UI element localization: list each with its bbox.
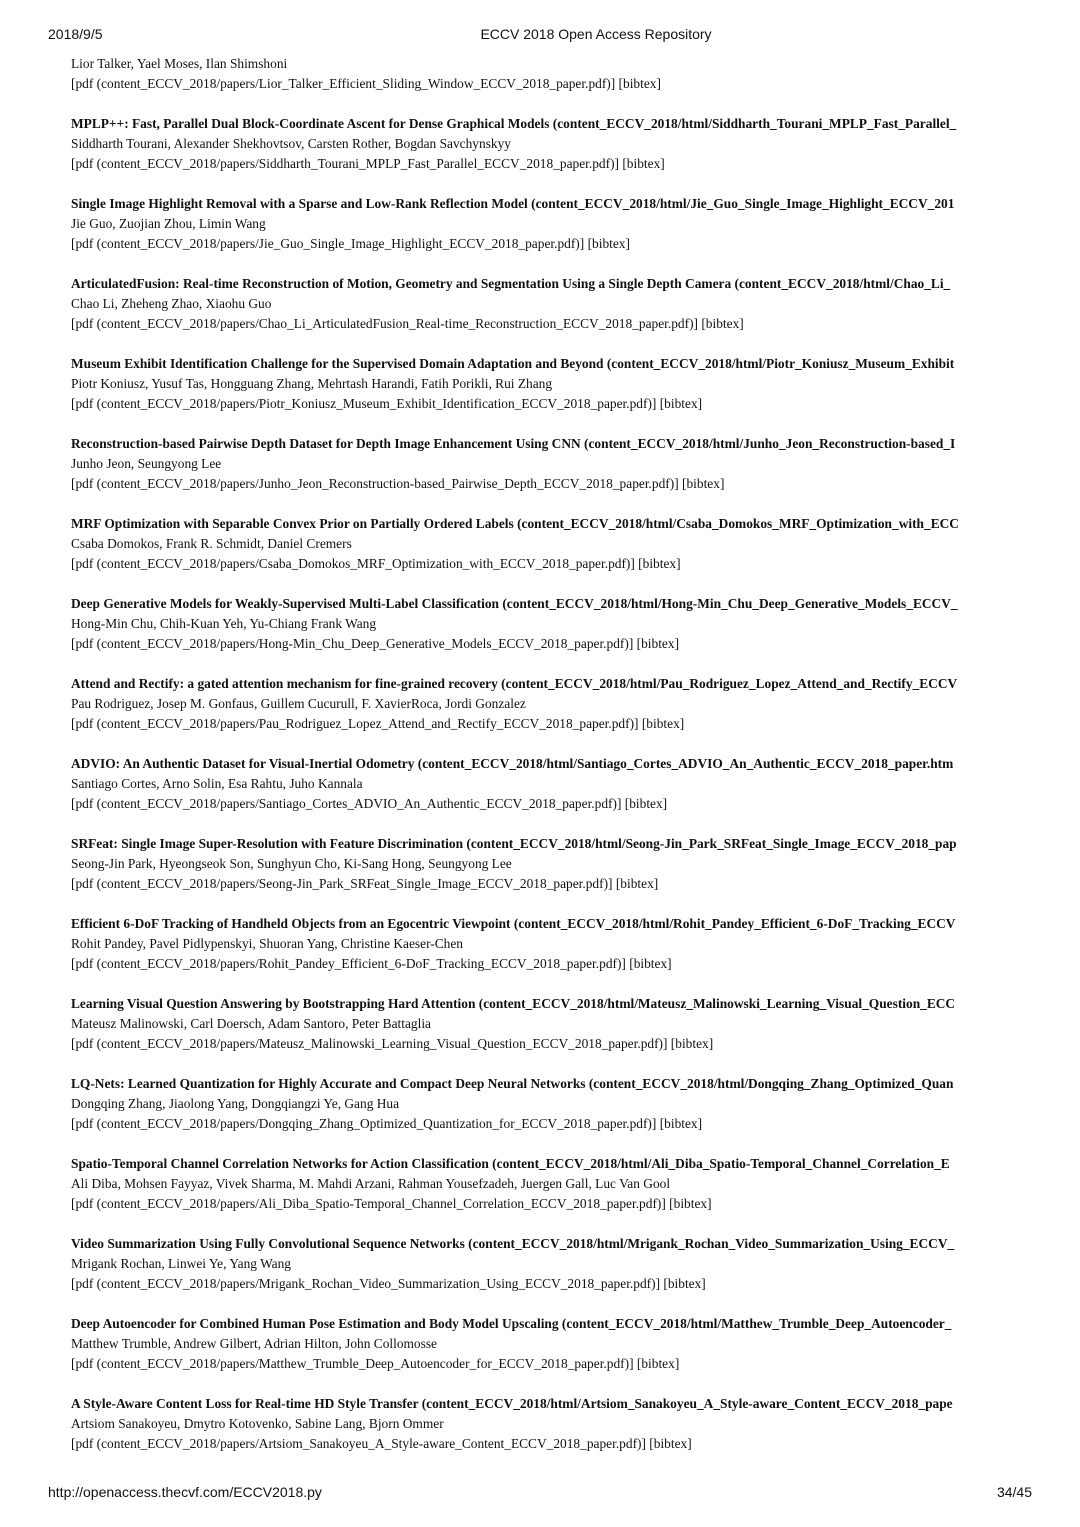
pdf-bibtex-links[interactable]: [pdf (content_ECCV_2018/papers/Siddharth_Tourani_MPLP_Fast_Parallel_ECCV_2018_paper.pdf)] [bibtex] xyxy=(71,156,665,171)
paper-entry xyxy=(71,434,1032,514)
paper-authors: Junho Jeon, Seungyong Lee xyxy=(71,456,222,471)
paper-title-link[interactable]: Spatio-Temporal Channel Correlation Networks for Action Classification (content_ECCV_2018/html/Ali_Diba_Spatio-Temporal_Channel_Correlation_E xyxy=(71,1156,950,1171)
pdf-bibtex-links[interactable]: [pdf (content_ECCV_2018/papers/Matthew_Trumble_Deep_Autoencoder_for_ECCV_2018_paper.pdf)] [bibtex] xyxy=(71,1356,680,1371)
paper-title-link[interactable]: ArticulatedFusion: Real-time Reconstruction of Motion, Geometry and Segmentation Using a Single Depth Camera (content_ECCV_2018/html/Chao_Li_ xyxy=(71,276,951,291)
paper-authors: Seong-Jin Park, Hyeongseok Son, Sunghyun Cho, Ki-Sang Hong, Seungyong Lee xyxy=(71,856,512,871)
paper-authors: Mrigank Rochan, Linwei Ye, Yang Wang xyxy=(71,1256,291,1271)
paper-title-link[interactable]: SRFeat: Single Image Super-Resolution with Feature Discrimination (content_ECCV_2018/html/Seong-Jin_Park_SRFeat_Single_Image_ECCV_2018_pap xyxy=(71,836,957,851)
print-footer xyxy=(0,1484,1080,1504)
pdf-bibtex-links[interactable]: [pdf (content_ECCV_2018/papers/Chao_Li_ArticulatedFusion_Real-time_Reconstruction_ECCV_2018_paper.pdf)] [bibtex] xyxy=(71,316,744,331)
paper-authors: Dongqing Zhang, Jiaolong Yang, Dongqiangzi Ye, Gang Hua xyxy=(71,1096,400,1111)
pdf-bibtex-links[interactable]: [pdf (content_ECCV_2018/papers/Dongqing_Zhang_Optimized_Quantization_for_ECCV_2018_paper.pdf)] [bibtex] xyxy=(71,1116,703,1131)
pdf-bibtex-links[interactable]: [pdf (content_ECCV_2018/papers/Hong-Min_Chu_Deep_Generative_Models_ECCV_2018_paper.pdf)] [bibtex] xyxy=(71,636,680,651)
paper-entry xyxy=(71,994,1032,1074)
paper-authors: Artsiom Sanakoyeu, Dmytro Kotovenko, Sabine Lang, Bjorn Ommer xyxy=(71,1416,444,1431)
paper-title-link[interactable]: Efficient 6-DoF Tracking of Handheld Objects from an Egocentric Viewpoint (content_ECCV_2018/html/Rohit_Pandey_Efficient_6-DoF_Tracking_ECCV xyxy=(71,916,956,931)
paper-entry xyxy=(71,674,1032,754)
paper-title-link[interactable]: Single Image Highlight Removal with a Sparse and Low-Rank Reflection Model (content_ECCV_2018/html/Jie_Guo_Single_Image_Highlight_ECCV_201 xyxy=(71,196,955,211)
paper-authors: Siddharth Tourani, Alexander Shekhovtsov, Carsten Rother, Bogdan Savchynskyy xyxy=(71,136,511,151)
paper-title-link[interactable]: MRF Optimization with Separable Convex Prior on Partially Ordered Labels (content_ECCV_2018/html/Csaba_Domokos_MRF_Optimization_with_ECC xyxy=(71,516,959,531)
paper-authors: Ali Diba, Mohsen Fayyaz, Vivek Sharma, M. Mahdi Arzani, Rahman Yousefzadeh, Juergen Gall, Luc Van Gool xyxy=(71,1176,671,1191)
pdf-bibtex-links[interactable]: [pdf (content_ECCV_2018/papers/Mrigank_Rochan_Video_Summarization_Using_ECCV_2018_paper.pdf)] [bibtex] xyxy=(71,1276,706,1291)
paper-title-link[interactable]: Deep Autoencoder for Combined Human Pose Estimation and Body Model Upscaling (content_ECCV_2018/html/Matthew_Trumble_Deep_Autoencoder_ xyxy=(71,1316,952,1331)
print-date: 2018/9/5 xyxy=(48,26,103,42)
pdf-bibtex-links[interactable]: [pdf (content_ECCV_2018/papers/Junho_Jeon_Reconstruction-based_Pairwise_Depth_ECCV_2018_paper.pdf)] [bibtex] xyxy=(71,476,725,491)
paper-entry xyxy=(71,1074,1032,1154)
paper-entry xyxy=(71,1234,1032,1314)
paper-title-link[interactable]: Deep Generative Models for Weakly-Supervised Multi-Label Classification (content_ECCV_2018/html/Hong-Min_Chu_Deep_Generative_Models_ECCV_ xyxy=(71,596,958,611)
paper-authors: Hong-Min Chu, Chih-Kuan Yeh, Yu-Chiang Frank Wang xyxy=(71,616,377,631)
paper-entry xyxy=(71,594,1032,674)
paper-entry xyxy=(71,1394,1032,1474)
paper-authors: Jie Guo, Zuojian Zhou, Limin Wang xyxy=(71,216,266,231)
paper-title-link[interactable]: Museum Exhibit Identification Challenge for the Supervised Domain Adaptation and Beyond (content_ECCV_2018/html/Piotr_Koniusz_Museum_Exhibit xyxy=(71,356,955,371)
paper-title-link[interactable]: Learning Visual Question Answering by Bootstrapping Hard Attention (content_ECCV_2018/html/Mateusz_Malinowski_Learning_Visual_Question_ECC xyxy=(71,996,956,1011)
page-title: ECCV 2018 Open Access Repository xyxy=(480,26,712,42)
pdf-bibtex-links[interactable]: [pdf (content_ECCV_2018/papers/Jie_Guo_Single_Image_Highlight_ECCV_2018_paper.pdf)] [bibtex] xyxy=(71,236,630,251)
paper-title-link[interactable]: Attend and Rectify: a gated attention mechanism for fine-grained recovery (content_ECCV_2018/html/Pau_Rodriguez_Lopez_Attend_and_Rectify_ECCV xyxy=(71,676,958,691)
paper-entry xyxy=(71,354,1032,434)
paper-title-link[interactable]: ADVIO: An Authentic Dataset for Visual-Inertial Odometry (content_ECCV_2018/html/Santiago_Cortes_ADVIO_An_Authentic_ECCV_2018_paper.htm xyxy=(71,756,954,771)
paper-authors: Mateusz Malinowski, Carl Doersch, Adam Santoro, Peter Battaglia xyxy=(71,1016,431,1031)
pdf-bibtex-links[interactable]: [pdf (content_ECCV_2018/papers/Ali_Diba_Spatio-Temporal_Channel_Correlation_ECCV_2018_paper.pdf)] [bibtex] xyxy=(71,1196,712,1211)
page-url: http://openaccess.thecvf.com/ECCV2018.py xyxy=(48,1484,322,1500)
pdf-bibtex-links[interactable]: [pdf (content_ECCV_2018/papers/Mateusz_Malinowski_Learning_Visual_Question_ECCV_2018_paper.pdf)] [bibtex] xyxy=(71,1036,714,1051)
paper-entry xyxy=(71,1154,1032,1234)
paper-entry xyxy=(71,834,1032,914)
paper-authors: Lior Talker, Yael Moses, Ilan Shimshoni xyxy=(71,56,288,71)
pdf-bibtex-links[interactable]: [pdf (content_ECCV_2018/papers/Lior_Talker_Efficient_Sliding_Window_ECCV_2018_paper.pdf)] [bibtex] xyxy=(71,76,661,91)
pdf-bibtex-links[interactable]: [pdf (content_ECCV_2018/papers/Rohit_Pandey_Efficient_6-DoF_Tracking_ECCV_2018_paper.pdf)] [bibtex] xyxy=(71,956,672,971)
paper-list xyxy=(71,54,1032,1474)
paper-title-link[interactable]: Video Summarization Using Fully Convolutional Sequence Networks (content_ECCV_2018/html/Mrigank_Rochan_Video_Summarization_Using_ECCV_ xyxy=(71,1236,955,1251)
paper-entry xyxy=(71,194,1032,274)
pdf-bibtex-links[interactable]: [pdf (content_ECCV_2018/papers/Pau_Rodriguez_Lopez_Attend_and_Rectify_ECCV_2018_paper.pdf)] [bibtex] xyxy=(71,716,685,731)
print-header xyxy=(0,26,1080,46)
paper-authors: Pau Rodriguez, Josep M. Gonfaus, Guillem Cucurull, F. XavierRoca, Jordi Gonzalez xyxy=(71,696,526,711)
paper-title-link[interactable]: LQ-Nets: Learned Quantization for Highly Accurate and Compact Deep Neural Networks (content_ECCV_2018/html/Dongqing_Zhang_Optimized_Quan xyxy=(71,1076,954,1091)
paper-entry xyxy=(71,914,1032,994)
paper-authors: Chao Li, Zheheng Zhao, Xiaohu Guo xyxy=(71,296,272,311)
paper-title-link[interactable]: MPLP++: Fast, Parallel Dual Block-Coordinate Ascent for Dense Graphical Models (content_ECCV_2018/html/Siddharth_Tourani_MPLP_Fast_Parallel_ xyxy=(71,116,957,131)
paper-entry xyxy=(71,114,1032,194)
paper-authors: Csaba Domokos, Frank R. Schmidt, Daniel Cremers xyxy=(71,536,352,551)
paper-entry xyxy=(71,1314,1032,1394)
paper-entry xyxy=(71,514,1032,594)
paper-entry xyxy=(71,54,1032,114)
paper-title-link[interactable]: A Style-Aware Content Loss for Real-time HD Style Transfer (content_ECCV_2018/html/Artsiom_Sanakoyeu_A_Style-aware_Content_ECCV_2018_pape xyxy=(71,1396,953,1411)
paper-entry xyxy=(71,754,1032,834)
paper-authors: Santiago Cortes, Arno Solin, Esa Rahtu, Juho Kannala xyxy=(71,776,363,791)
pdf-bibtex-links[interactable]: [pdf (content_ECCV_2018/papers/Artsiom_Sanakoyeu_A_Style-aware_Content_ECCV_2018_paper.pdf)] [bibtex] xyxy=(71,1436,692,1451)
pdf-bibtex-links[interactable]: [pdf (content_ECCV_2018/papers/Seong-Jin_Park_SRFeat_Single_Image_ECCV_2018_paper.pdf)] [bibtex] xyxy=(71,876,659,891)
paper-entry xyxy=(71,274,1032,354)
paper-title-link[interactable]: Reconstruction-based Pairwise Depth Dataset for Depth Image Enhancement Using CNN (content_ECCV_2018/html/Junho_Jeon_Reconstruction-based_I xyxy=(71,436,956,451)
paper-authors: Rohit Pandey, Pavel Pidlypenskyi, Shuoran Yang, Christine Kaeser-Chen xyxy=(71,936,463,951)
pdf-bibtex-links[interactable]: [pdf (content_ECCV_2018/papers/Piotr_Koniusz_Museum_Exhibit_Identification_ECCV_2018_paper.pdf)] [bibtex] xyxy=(71,396,703,411)
paper-authors: Piotr Koniusz, Yusuf Tas, Hongguang Zhang, Mehrtash Harandi, Fatih Porikli, Rui Zhang xyxy=(71,376,553,391)
pdf-bibtex-links[interactable]: [pdf (content_ECCV_2018/papers/Csaba_Domokos_MRF_Optimization_with_ECCV_2018_paper.pdf)] [bibtex] xyxy=(71,556,681,571)
paper-authors: Matthew Trumble, Andrew Gilbert, Adrian Hilton, John Collomosse xyxy=(71,1336,437,1351)
page-number: 34/45 xyxy=(996,1484,1032,1500)
pdf-bibtex-links[interactable]: [pdf (content_ECCV_2018/papers/Santiago_Cortes_ADVIO_An_Authentic_ECCV_2018_paper.pdf)] [bibtex] xyxy=(71,796,668,811)
